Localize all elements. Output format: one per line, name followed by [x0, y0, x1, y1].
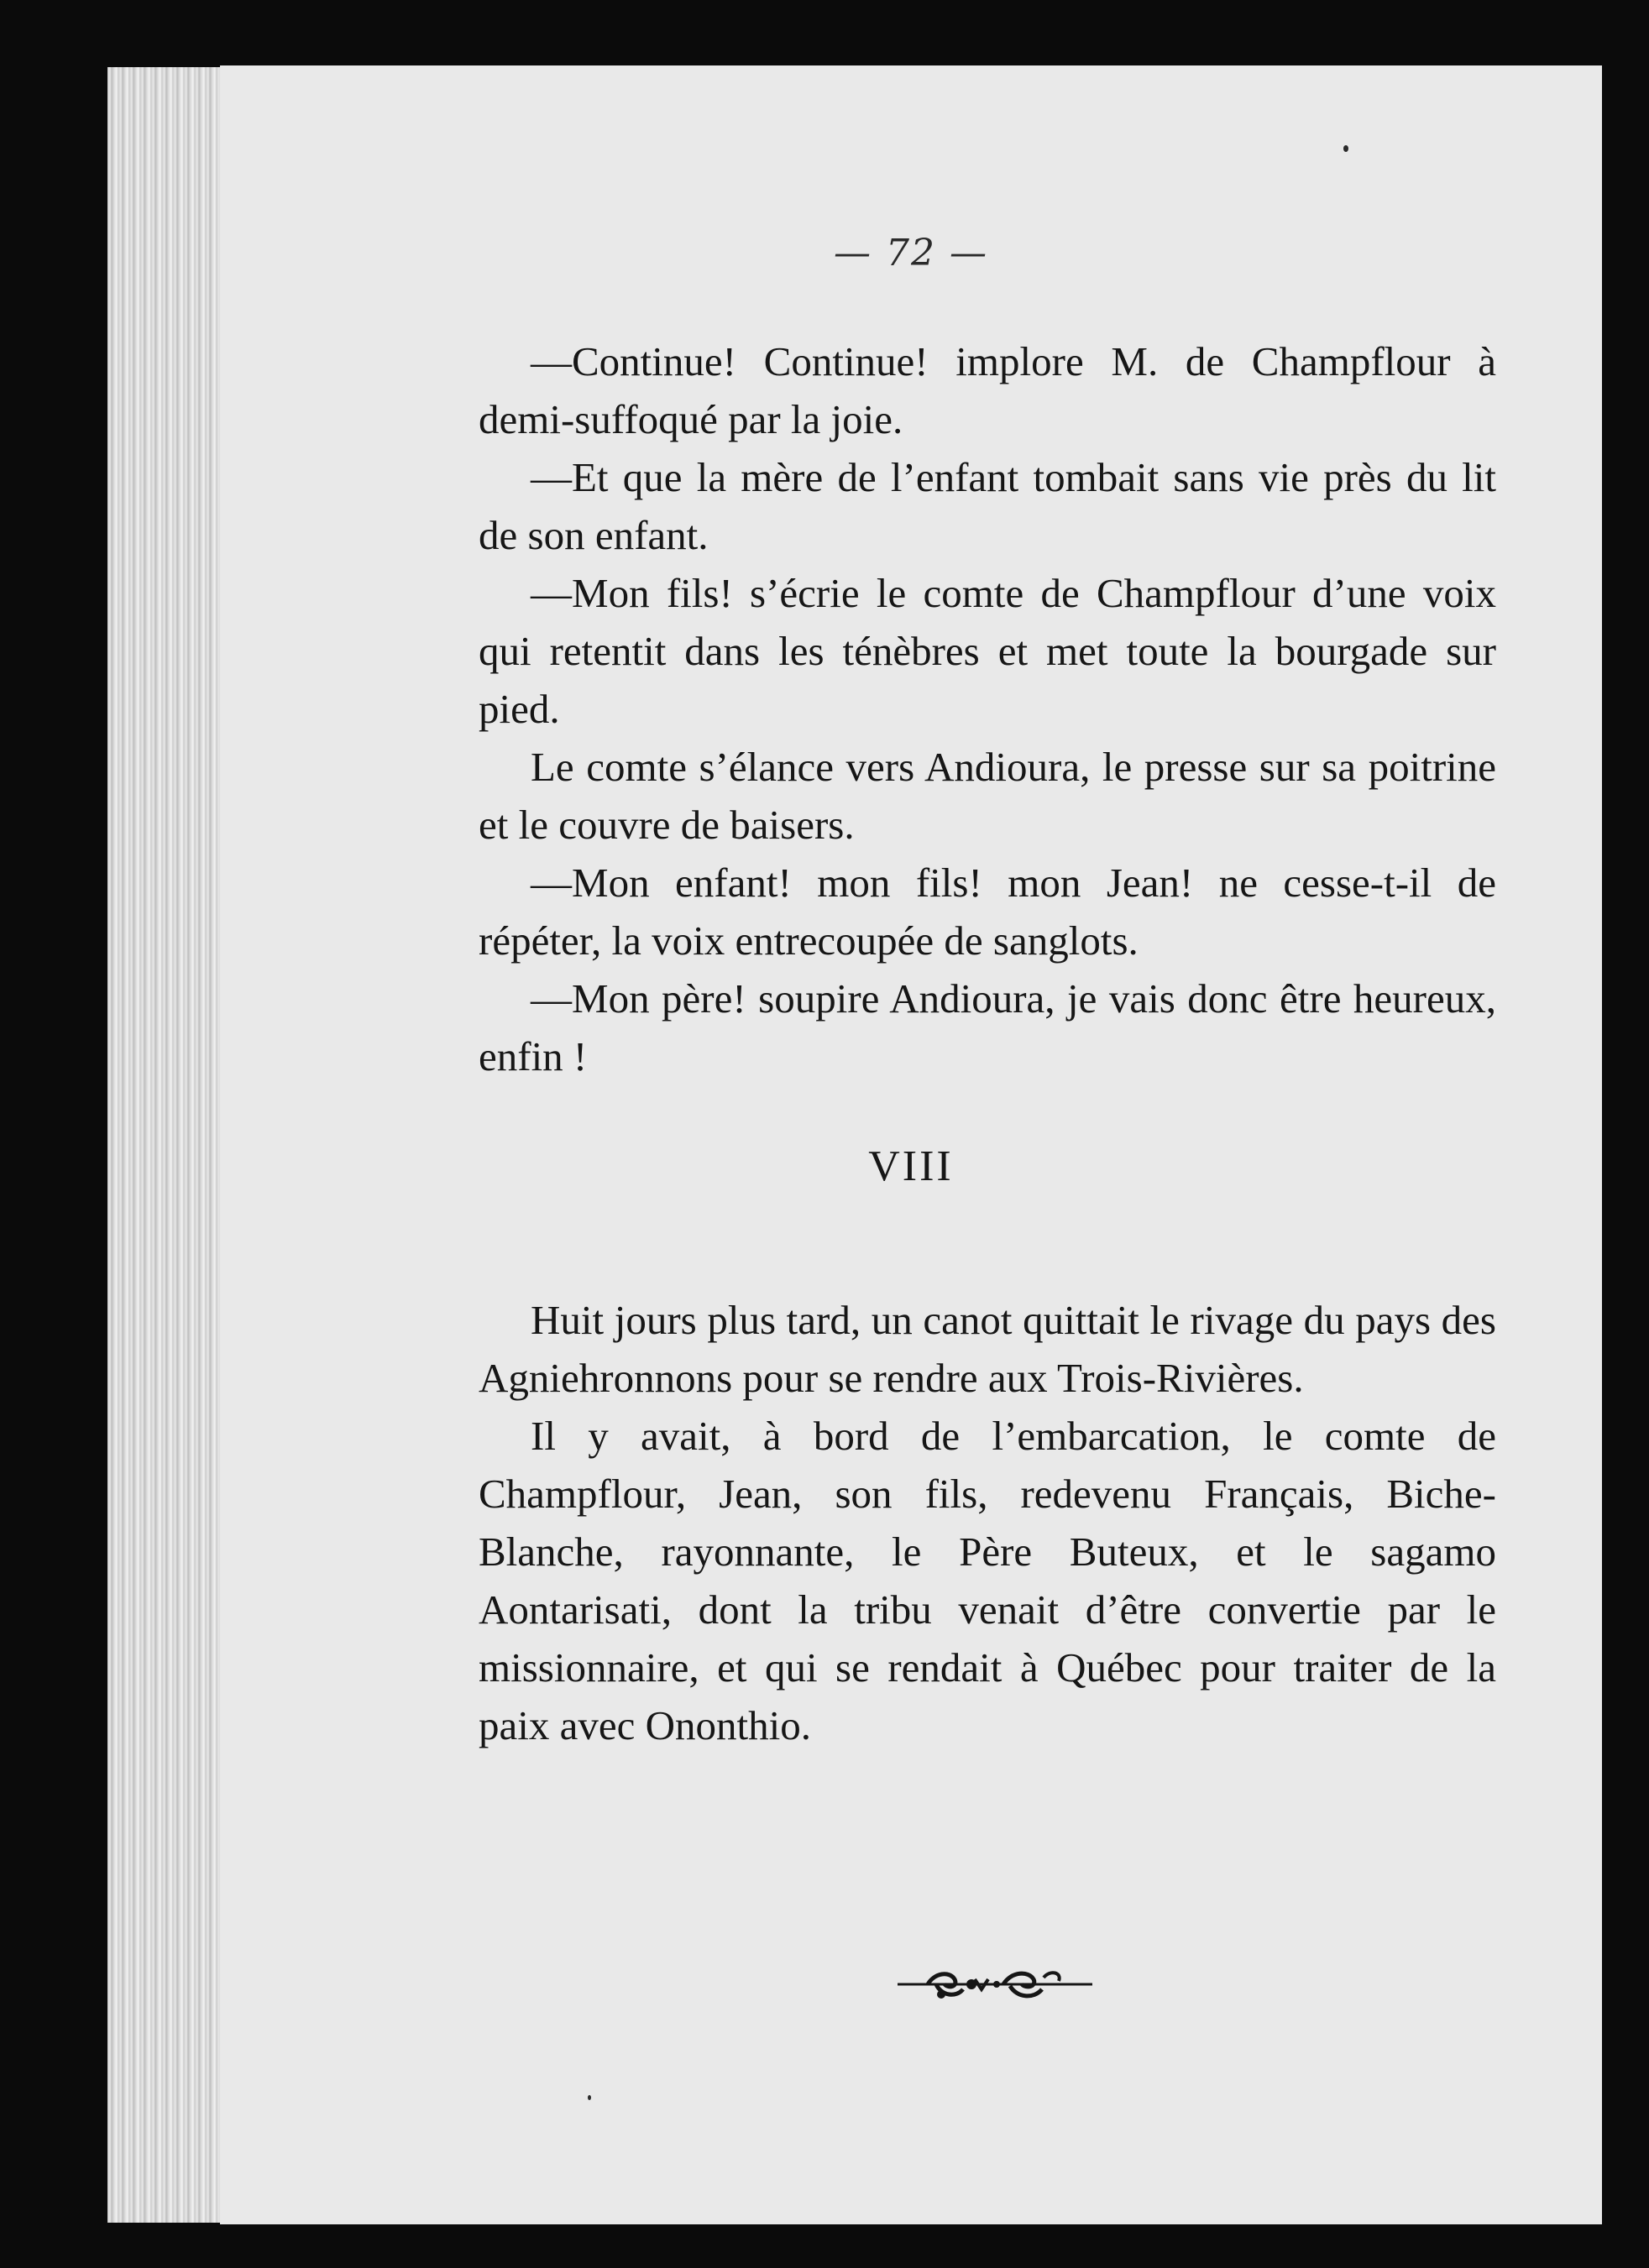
page-number: — 72 — — [834, 232, 988, 274]
ornament-flourish-icon — [894, 1961, 1096, 2008]
paragraph: Le comte s’élance vers Andioura, le presse sur sa poitrine et le couvre de baisers. — [479, 744, 1496, 848]
paragraph: Il y avait, à bord de l’embarcation, le comte de Champflour, Jean, son fils, redevenu Français, Biche-Blanche, rayonnante, le Père Buteux, et le sagamo Aontarisati, dont la tribu venait d’être convertie par le missionnaire, et qui se rendait à Québec pour traiter de la paix avec Ononthio. — [479, 1413, 1496, 1748]
text-block-after — [479, 1291, 1496, 1754]
book-page — [220, 65, 1602, 2224]
paragraph: —Mon père! soupire Andioura, je vais donc être heureux, enfin ! — [479, 975, 1496, 1079]
paragraph: —Mon enfant! mon fils! mon Jean! ne cesse-t-il de répéter, la voix entrecoupée de sanglots. — [479, 860, 1496, 964]
paragraph: —Et que la mère de l’enfant tombait sans vie près du lit de son enfant. — [479, 454, 1496, 558]
text-block-before — [479, 332, 1496, 1085]
page-edge — [107, 67, 225, 2223]
scan-speck — [588, 2095, 591, 2100]
paragraph: —Mon fils! s’écrie le comte de Champflour d’une voix qui retentit dans les ténèbres et met toute la bourgade sur pied. — [479, 570, 1496, 732]
scan-speck — [1343, 145, 1348, 152]
paragraph: —Continue! Continue! implore M. de Champflour à demi-suffoqué par la joie. — [479, 338, 1496, 442]
paragraph: Huit jours plus tard, un canot quittait le rivage du pays des Agniehronnons pour se rendre aux Trois-Rivières. — [479, 1297, 1496, 1401]
chapter-heading: VIII — [868, 1142, 954, 1190]
